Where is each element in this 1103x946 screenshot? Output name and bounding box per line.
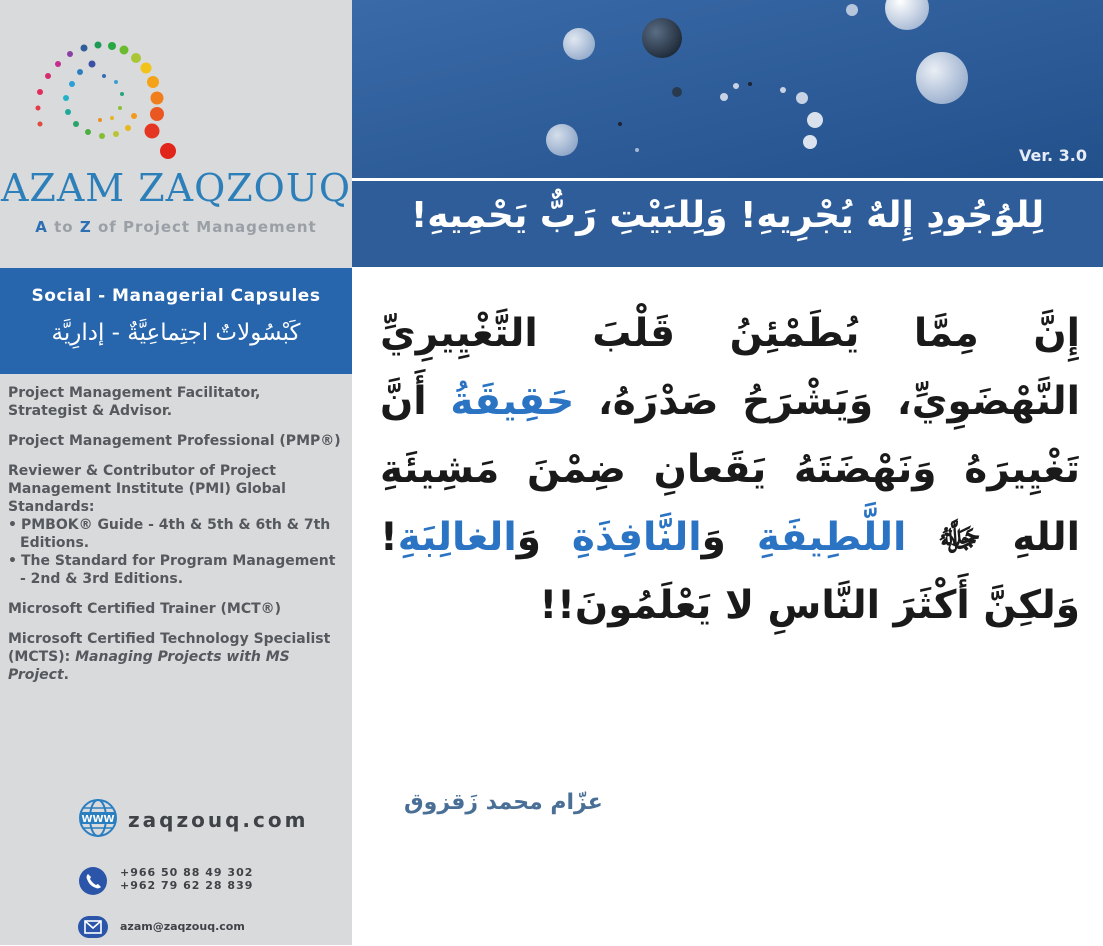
svg-text:WWW: WWW [81,814,115,825]
email-link[interactable]: azam@zaqzouq.com [120,920,245,933]
highlight-word: حَقِيقَةُ [450,379,575,424]
capsules-banner [0,268,352,374]
phone-numbers [120,866,253,892]
credential-reviewer-text: Reviewer & Contributor of Project Management Institute (PMI) Global Standards: [8,463,286,515]
standards-list [8,516,344,588]
website-link[interactable]: zaqzouq.com [128,808,309,832]
list-item: • The Standard for Program Management - 2nd & 3rd Editions. [8,552,344,588]
phone-icon [78,866,108,896]
decorative-bubbles [352,0,1103,178]
logo-area [0,0,352,258]
website-row[interactable] [78,798,338,848]
highlight-word: اللَّطِيفَةِ [756,515,907,560]
brand-name: AZAM ZAQZOUQ [0,166,351,210]
phone-number[interactable]: +962 79 62 28 839 [120,879,254,892]
title-bar [352,181,1103,267]
globe-icon [78,798,118,838]
capsules-title-en: Social - Managerial Capsules [31,286,321,306]
credentials-list [8,384,344,696]
logo-spiral-icon [0,0,352,170]
email-row [78,916,338,946]
credential-reviewer [8,462,344,588]
list-item: • PMBOK® Guide - 4th & 5th & 6th & 7th Editions. [8,516,344,552]
sidebar [0,0,352,945]
credential-facilitator: Project Management Facilitator, Strategist & Advisor. [8,385,261,419]
version-label: Ver. 3.0 [1019,146,1087,165]
highlight-word: النَّافِذَةِ [571,515,702,560]
page-title: لِلوُجُودِ إِلهٌ يُجْرِيهِ! وَلِلبَيْتِ رَبٌّ يَحْمِيهِ! [410,195,1045,236]
author-signature: عزّام محمد زَقزوق [404,790,603,815]
mail-icon [78,916,108,938]
main-paragraph: إِنَّ مِمَّا يُطَمْئِنُ قَلْبَ التَّغْيِيرِيِّ النَّهْضَوِيِّ، وَيَشْرَحُ صَدْرَهُ، حَقِيقَةُ أَنَّ تَغْيِيرَهُ وَنَهْضَتَهُ يَقَعانِ ضِمْنَ مَشِيئَةِ اللهِ ﷻ اللَّطِيفَةِ وَالنَّافِذَةِ وَالغالِبَةِ! وَلكِنَّ أَكْثَرَ النَّاسِ لا يَعْلَمُونَ!! [380,311,1081,628]
phone-row [78,866,338,906]
credential-mcts: Microsoft Certified Technology Specialist (MCTS): Managing Projects with MS Project. [8,631,331,683]
highlight-word: الغالِبَةِ [397,515,517,560]
header-banner [352,0,1103,178]
capsules-title-ar: كَبْسُولاتٌ اجتِماعِيَّةٌ - إدارِيَّة [51,320,301,346]
phone-number[interactable]: +966 50 88 49 302 [120,866,254,879]
credential-pmp: Project Management Professional (PMP®) [8,433,341,449]
credential-mct: Microsoft Certified Trainer (MCT®) [8,601,282,617]
brand-tagline: A to Z of Project Management [35,218,317,236]
